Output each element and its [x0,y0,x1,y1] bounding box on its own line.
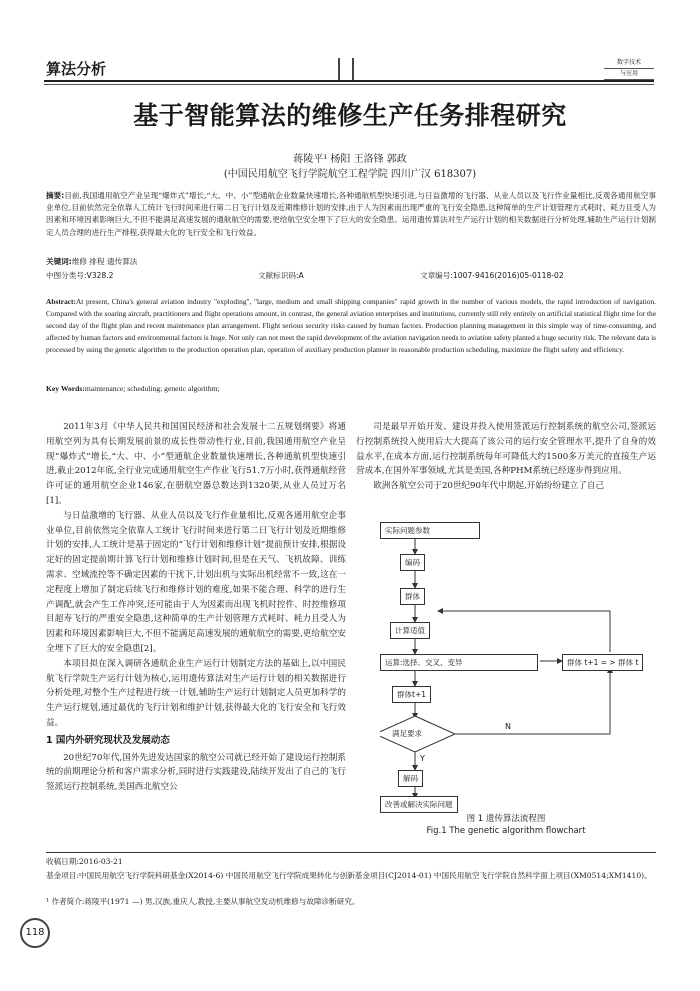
document-code: 文献标识码:A [258,271,304,280]
abstract-en-text: At present, China's general aviation industry "exploding", "large, medium and small shipping companies" rapid growth in the number of various models, the rapid introduction of navigation. Compared with the soaring aircraft, practitioners and flight operations amount, in contrast, the general aviation enterprises and institutions, currently still rely entirely on artificial statistical flight time for the second day of the flight plan and recent maintenance plan arrangement. Flight serious security risks caused by human factors. Production planning management in this simple way of time-consuming, and affected by human factors and environmental factors is huge. Not only can not meet the rapid development of the aviation navigation needs to aviation safety planted a huge security risk. The relevant data is processed by using the genetic algorithm to the production operation plan, operation of auxiliary production planner in reasonable production scheduling, maximize the flight safety and efficiency. [46,297,656,355]
header-rule-thin [44,84,654,85]
paragraph: 2011年3月《中华人民共和国国民经济和社会发展十二五规划纲要》将通用航空列为具有长期发展前景的成长性带动性行业,目前,我国通用航空产业呈现“爆炸式”增长,“大、中、小”型通航企业数量快速增长,各种通航机型快速引进,截止2012年底,全行业完成通用航空生产作业飞行51.7万小时,获得通航经营许可证的通用航空企业146家,在册航空器总数达到1320架,从业人员过万名[1]。 [46,422,346,506]
abstract-cn-label: 摘要: [46,191,65,200]
clc-number: 中图分类号:V328.2 [46,271,114,280]
keywords-en-text: maintenance; scheduling; genetic algorithm; [84,384,220,393]
header-divider [352,58,354,80]
keywords-cn [46,256,137,267]
page-number: 118 [20,918,50,948]
affiliation: (中国民用航空飞行学院航空工程学院 四川广汉 618307) [223,169,477,180]
flow-label-no: N [505,722,511,731]
header-divider [338,58,340,80]
genetic-algorithm-flowchart [380,516,660,809]
footnote-received: 收稿日期:2016-03-21 [46,857,123,866]
figure-caption-en: Fig.1 The genetic algorithm flowchart [426,826,586,836]
keywords-en-label: Key Words: [46,384,85,393]
journal-logo [604,58,654,82]
flow-decision: 满足要求 [392,729,422,738]
paragraph: 司是最早开始开发、建设并投入使用签派运行控制系统的航空公司,签派运行控制系统投入使用后大大提高了该公司的运行安全管理水平,提升了自身的效益水平,在成本方面,运行控制系统每年可降低大约1500多万美元的直接生产运营成本,在国外军事领域,尤其是美国,各种PHM系统已经逐步得到应用。 [356,422,656,477]
footnote-fund: 基金项目:中国民用航空飞行学院科研基金(X2014-6) 中国民用航空飞行学院成果转化与创新基金项目(CJ2014-01) 中国民用航空飞行学院自然科学面上项目(XM0514;XM1410)。 [46,871,652,880]
logo-line1: 数字技术 [604,58,654,69]
paragraph: 20世纪70年代,国外先进发达国家的航空公司就已经开始了建设运行控制系统的前期理论分析和客户需求分析,同时进行实践建设,陆续开发出了自己的飞行签派运行控制系统,美国西北航空公 [46,752,346,793]
flow-step-operators: 运算:选择、交叉、变异 [380,654,538,671]
logo-line2: 与应用 [604,69,654,80]
paragraph: 欧洲各航空公司于20世纪90年代中期起,开始纷纷建立了自己 [373,481,605,492]
abstract-en [46,296,656,356]
abstract-cn [46,190,656,239]
footnote-author: ¹ 作者简介:蒋陵平(1971 —) 男,汉族,重庆人,教授,主要从事航空发动机维修与故障诊断研究。 [46,897,360,906]
figure-caption-cn: 图 1 遗传算法流程图 [466,814,546,824]
flow-step-next-population: 群体t+1 [392,686,431,703]
flow-step-swap: 群体 t+1 = > 群体 t [562,654,643,671]
flow-step-init: 实际问题参数 [380,522,480,539]
keywords-cn-text: 维修 排程 遗传算法 [71,257,138,266]
authors: 蒋陵平¹ 杨阳 王洛锋 郭政 [293,154,407,165]
flow-step-population: 群体 [400,588,425,605]
keywords-en [46,384,220,393]
abstract-cn-text: 目前,我国通用航空产业呈现“爆炸式”增长,“大、中、小”型通航企业数量快速增长,各种通航机型快速引进,与日益激增的飞行器、从业人员以及飞行作业量相比,反观各通用航空事业单位,目前依然完全依靠人工统计飞行时间来进行第二日飞行计划及近期维修计划的安排,由于人为因素而出现严重的飞行安全隐患,这种简单的生产计划管理方式耗时、耗力且受人为因素和环境因素影响巨大,不但不能满足高速发展的通航航空的需要,更给航空安全埋下了巨大的安全隐患。运用遗传算法对生产运行计划的相关数据进行分析处理,辅助生产运行计划制定人员合理的进行生产排程,获得最大化的飞行安全和飞行效益。 [46,191,656,237]
flow-step-encode: 编码 [400,554,425,571]
paper-title: 基于智能算法的维修生产任务排程研究 [133,101,567,130]
article-number: 文章编号:1007-9416(2016)05-0118-02 [420,271,564,280]
flow-step-fitness: 计算适值 [390,622,430,639]
section-label: 算法分析 [46,60,107,78]
paragraph: 与日益激增的飞行器、从业人员以及飞行作业量相比,反观各通用航空企事业单位,目前依然完全依靠人工统计飞行时间来进行第二日飞行计划及近期维修计划的安排,人工统计是基于固定的“飞行计划和维修计划”提前预计安排,根据设定好的固定提前期计算飞行计划和维修计划时间,但是在天气、飞机故障、训练需求、空域流控等不确定因素的干扰下,计划出机与实际出机经常不一致,这在一定程度上增加了制定后续飞行和维修计划的难度,如果不能合理、科学的进行生产调配,就会产生工作冲突,还可能由于人为因素而出现飞机时控件、时控维修项目超寿飞行的严重安全隐患,这种简单的生产计划管理方式耗时、耗力且受人为因素和环境因素影响巨大,不但不能满足高速发展的通航航空的需要,更给航空安全埋下了巨大的安全隐患[2]。 [46,510,346,654]
header-rule [44,80,654,82]
flow-step-decode: 解码 [398,770,423,787]
flow-step-final: 改善或解决实际问题 [380,796,458,813]
paragraph: 本项目拟在深入调研各通航企业生产运行计划制定方法的基础上,以中国民航飞行学院生产运行计划为核心,运用遗传算法对生产运行计划的相关数据进行分析处理,对整个生产过程进行统一计划,辅助生产运行计划制定人员更加科学的生产运行规划,通过最优的飞行计划和维护计划,获得最大化的飞行安全和飞行效益。 [46,658,346,728]
footnote-rule [46,852,656,853]
body-left-column [46,420,346,795]
section-heading: 1 国内外研究现状及发展动态 [46,734,170,746]
abstract-en-label: Abstract: [46,297,76,306]
body-right-column [356,420,656,494]
keywords-cn-label: 关键词: [46,257,72,266]
flow-label-yes: Y [420,754,425,763]
